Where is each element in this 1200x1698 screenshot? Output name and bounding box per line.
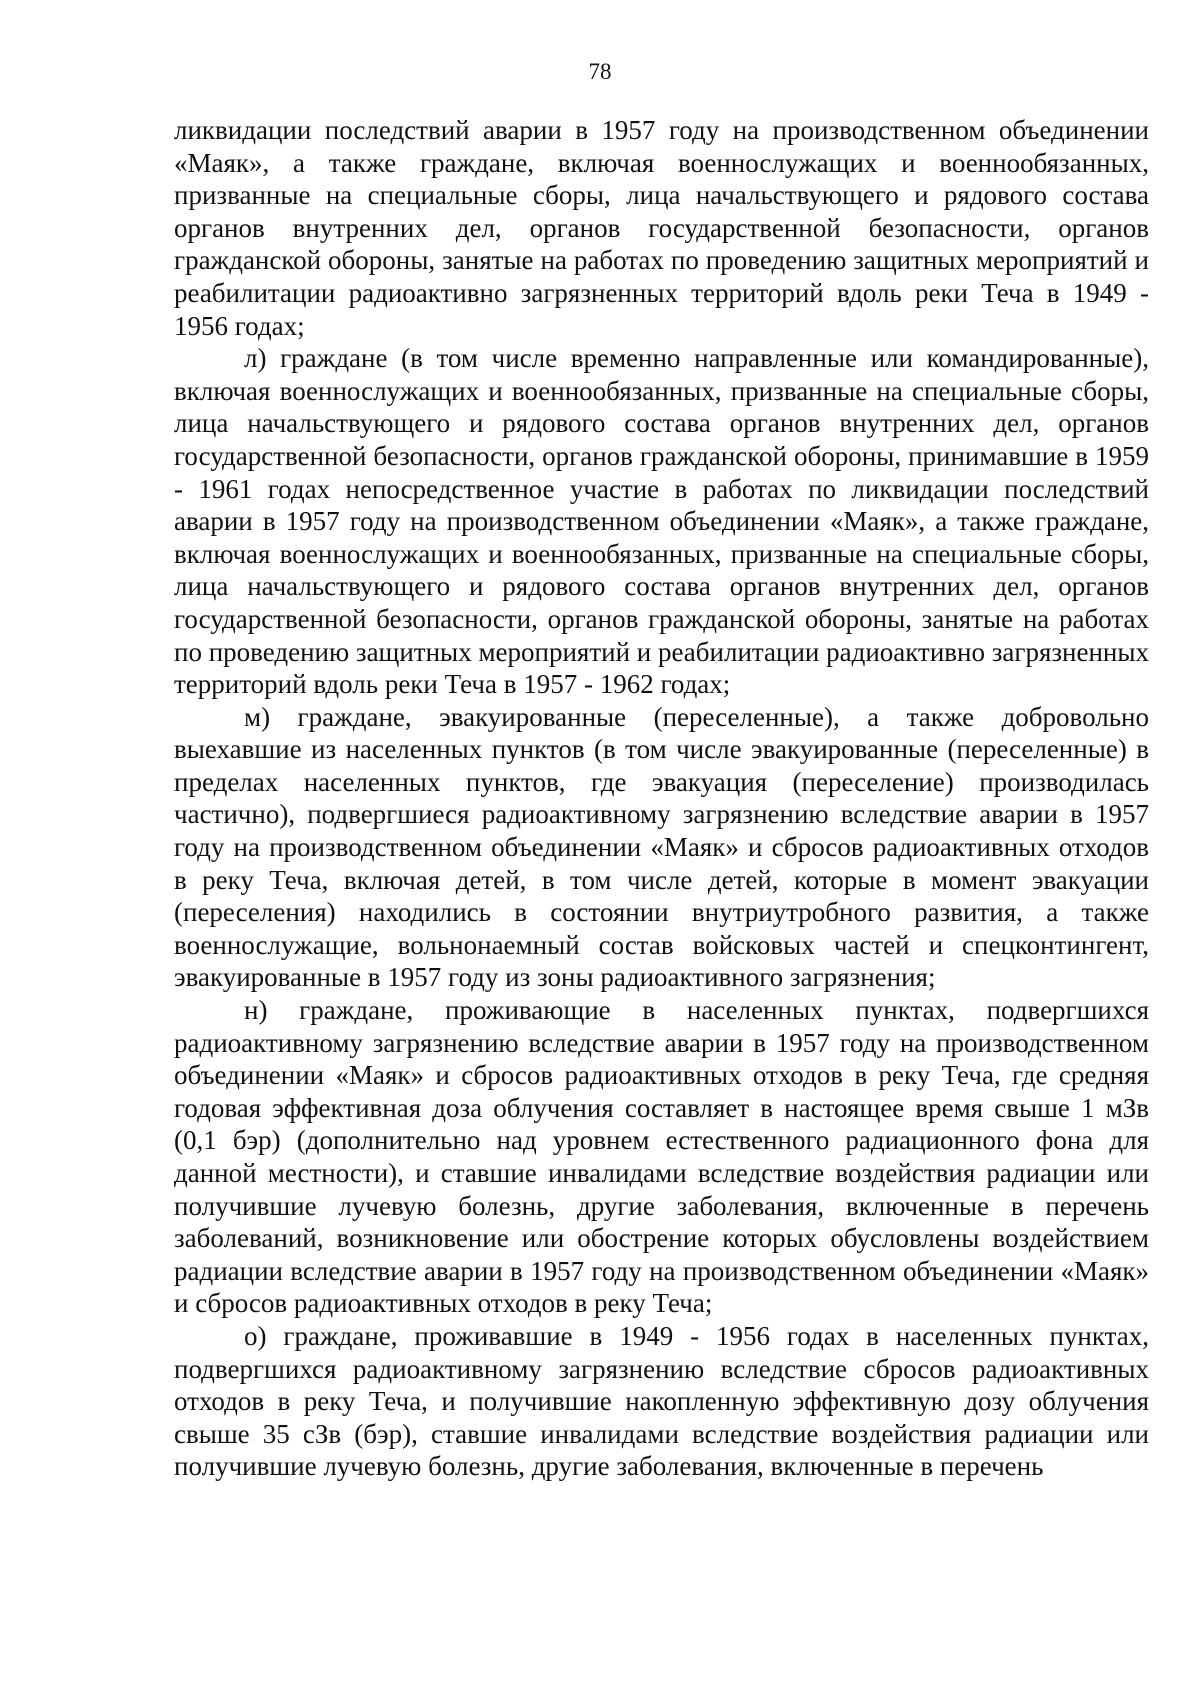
paragraph-continuation: ликвидации последствий аварии в 1957 году на производственном объединении «Маяк», а также граждане, включая военнослужащих и военнообязанных, призванные на специальные сборы, лица начальствующего и рядового состава органов внутренних дел, органов государственной безопасности, органов гражданской обороны, занятые на работах по проведению защитных мероприятий и реабилитации радиоактивно загрязненных территорий вдоль реки Теча в 1949 - 1956 годах;: [174, 115, 1149, 341]
paragraph-item-l: л) граждане (в том числе временно направленные или командированные), включая военнослужащих и военнообязанных, призванные на специальные сборы, лица начальствующего и рядового состава органов внутренних дел, органов государственной безопасности, органов гражданской обороны, принимавшие в 1959 - 1961 годах непосредственное участие в работах по ликвидации последствий аварии в 1957 году на производственном объединении «Маяк», а также граждане, включая военнослужащих и военнообязанных, призванные на специальные сборы, лица начальствующего и рядового состава органов внутренних дел, органов государственной безопасности, органов гражданской обороны, занятые на работах по проведению защитных мероприятий и реабилитации радиоактивно загрязненных территорий вдоль реки Теча в 1957 - 1962 годах;: [174, 343, 1149, 700]
paragraph-item-m: м) граждане, эвакуированные (переселенные), а также добровольно выехавшие из населенных пунктов (в том числе эвакуированные (переселенные) в пределах населенных пунктов, где эвакуация (переселение) производилась частично), подвергшиеся радиоактивному загрязнению вследствие аварии в 1957 году на производственном объединении «Маяк» и сбросов радиоактивных отходов в реку Теча, включая детей, в том числе детей, которые в момент эвакуации (переселения) находились в состоянии внутриутробного развития, а также военнослужащие, вольнонаемный состав войсковых частей и спецконтингент, эвакуированные в 1957 году из зоны радиоактивного загрязнения;: [174, 701, 1149, 993]
document-body: [174, 114, 1149, 1483]
paragraph-item-n: н) граждане, проживающие в населенных пунктах, подвергшихся радиоактивному загрязнению вследствие аварии в 1957 году на производственном объединении «Маяк» и сбросов радиоактивных отходов в реку Теча, где средняя годовая эффективная доза облучения составляет в настоящее время свыше 1 мЗв (0,1 бэр) (дополнительно над уровнем естественного радиационного фона для данной местности), и ставшие инвалидами вследствие воздействия радиации или получившие лучевую болезнь, другие заболевания, включенные в перечень заболеваний, возникновение или обострение которых обусловлены воздействием радиации вследствие аварии в 1957 году на производственном объединении «Маяк» и сбросов радиоактивных отходов в реку Теча;: [174, 995, 1149, 1319]
paragraph-item-o: о) граждане, проживавшие в 1949 - 1956 годах в населенных пунктах, подвергшихся радиоактивному загрязнению вследствие сбросов радиоактивных отходов в реку Теча, и получившие накопленную эффективную дозу облучения свыше 35 сЗв (бэр), ставшие инвалидами вследствие воздействия радиации или получившие лучевую болезнь, другие заболевания, включенные в перечень: [174, 1320, 1149, 1482]
page-number: 78: [588, 59, 612, 84]
